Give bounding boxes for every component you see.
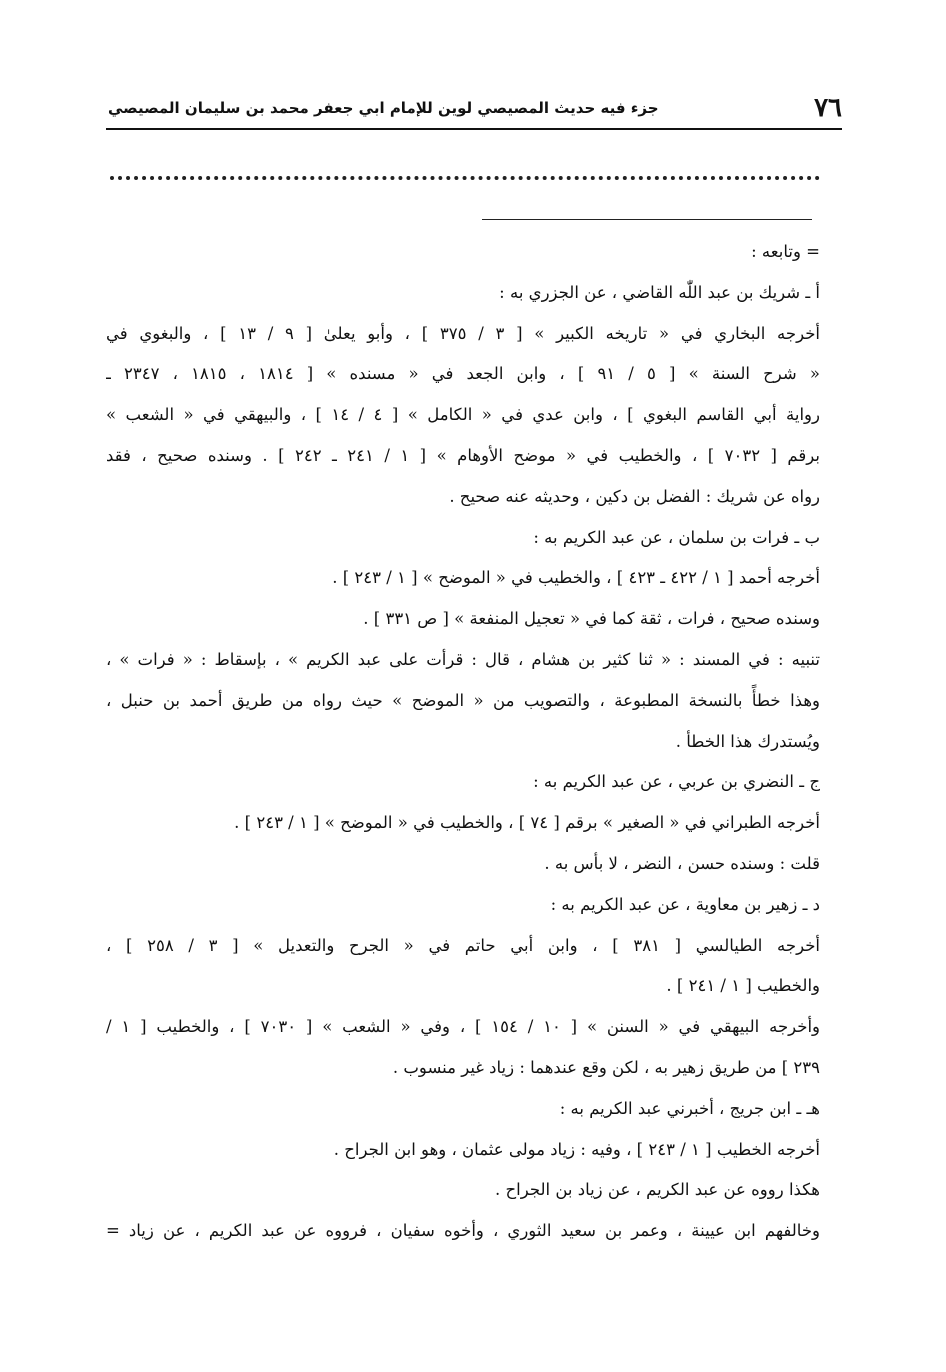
text-line: وخالفهم ابن عيينة ، وعمر بن سعيد الثوري ، وأخوه سفيان ، فرووه عن عبد الكريم ، عن زياد = bbox=[106, 1221, 820, 1241]
header-rule bbox=[106, 128, 842, 130]
text-line: ٢٣٩ ] من طريق زهير به ، لكن وقع عندهما : زياد غير منسوب . bbox=[392, 1057, 820, 1077]
footnote-rule bbox=[482, 219, 812, 220]
text-line: وأخرجه البيهقي في « السنن » [ ١٠ / ١٥٤ ] ، وفي « الشعب » [ ٧٠٣٠ ] ، والخطيب [ ١ / bbox=[106, 1017, 820, 1037]
text-line: تنبيه : في المسند : « ثنا كثير بن هشام ، قال : قرأت على عبد الكريم » ، بإسقاط : « فرات » ، bbox=[106, 649, 820, 669]
text-line: ويُستدرك هذا الخطأ . bbox=[675, 731, 820, 751]
text-line: أخرجه أحمد [ ١ / ٤٢٢ ـ ٤٢٣ ] ، والخطيب في « الموضح » [ ١ / ٢٤٣ ] . bbox=[332, 568, 820, 588]
text-line: أخرجه الطيالسي [ ٣٨١ ] ، وابن أبي حاتم في « الجرح والتعديل » [ ٣ / ٢٥٨ ] ، bbox=[106, 935, 820, 955]
text-line: برقم [ ٧٠٣٢ ] ، والخطيب في « موضح الأوهام » [ ١ / ٢٤١ ـ ٢٤٢ ] . وسنده صحيح ، فقد bbox=[106, 445, 820, 465]
text-line: والخطيب [ ١ / ٢٤١ ] . bbox=[666, 976, 820, 996]
text-line: = وتابعه : bbox=[751, 242, 820, 261]
text-line: أخرجه البخاري في « تاريخه الكبير » [ ٣ / ٣٧٥ ] ، وأبو يعلىٰ [ ٩ / ١٣ ] ، والبغوي في bbox=[106, 323, 820, 343]
text-line: رواه عن شريك : الفضل بن دكين ، وحديثه عنه صحيح . bbox=[449, 486, 820, 506]
dotted-separator bbox=[110, 176, 820, 192]
text-line: « شرح السنة » [ ٥ / ٩١ ] ، وابن الجعد في « مسنده » [ ١٨١٤ ، ١٨١٥ ، ٢٣٤٧ ـ bbox=[106, 364, 820, 384]
text-line: أخرجه الطبراني في « الصغير » برقم [ ٧٤ ] ، والخطيب في « الموضح » [ ١ / ٢٤٣ ] . bbox=[234, 813, 820, 833]
page-header bbox=[108, 88, 842, 128]
page-number: ٧٦ bbox=[814, 93, 842, 123]
text-line: رواية أبي القاسم البغوي ] ، وابن عدي في « الكامل » [ ٤ / ١٤ ] ، والبيهقي في « الشعب » bbox=[106, 405, 820, 425]
text-line: هـ ـ ابن جريج ، أخبرني عبد الكريم به : bbox=[559, 1098, 820, 1118]
text-line: وسنده صحيح ، فرات ، ثقة كما في « تعجيل المنفعة » [ ص ٣٣١ ] . bbox=[363, 609, 820, 629]
text-line: ج ـ النضري بن عربي ، عن عبد الكريم به : bbox=[533, 772, 820, 792]
running-title: جزء فيه حديث المصيصي لوين للإمام ابي جعفر محمد بن سليمان المصيصي bbox=[108, 99, 659, 117]
text-line: أخرجه الخطيب [ ١ / ٢٤٣ ] ، وفيه : زياد مولى عثمان ، وهو ابن الجراح . bbox=[333, 1139, 820, 1159]
text-line: هكذا رووه عن عبد الكريم ، عن زياد بن الجراح . bbox=[494, 1180, 820, 1200]
text-line: أ ـ شريك بن عبد اللّٰه القاضي ، عن الجزري به : bbox=[499, 282, 820, 302]
text-line: د ـ زهير بن معاوية ، عن عبد الكريم به : bbox=[550, 894, 820, 914]
text-line: قلت : وسنده حسن ، النضر ، لا بأس به . bbox=[544, 853, 820, 873]
text-line: وهذا خطأً بالنسخة المطبوعة ، والتصويب من « الموضح » حيث رواه من طريق أحمد بن حنبل ، bbox=[106, 690, 820, 710]
text-line: ب ـ فرات بن سلمان ، عن عبد الكريم به : bbox=[533, 527, 820, 547]
footnote-body bbox=[106, 232, 820, 1252]
